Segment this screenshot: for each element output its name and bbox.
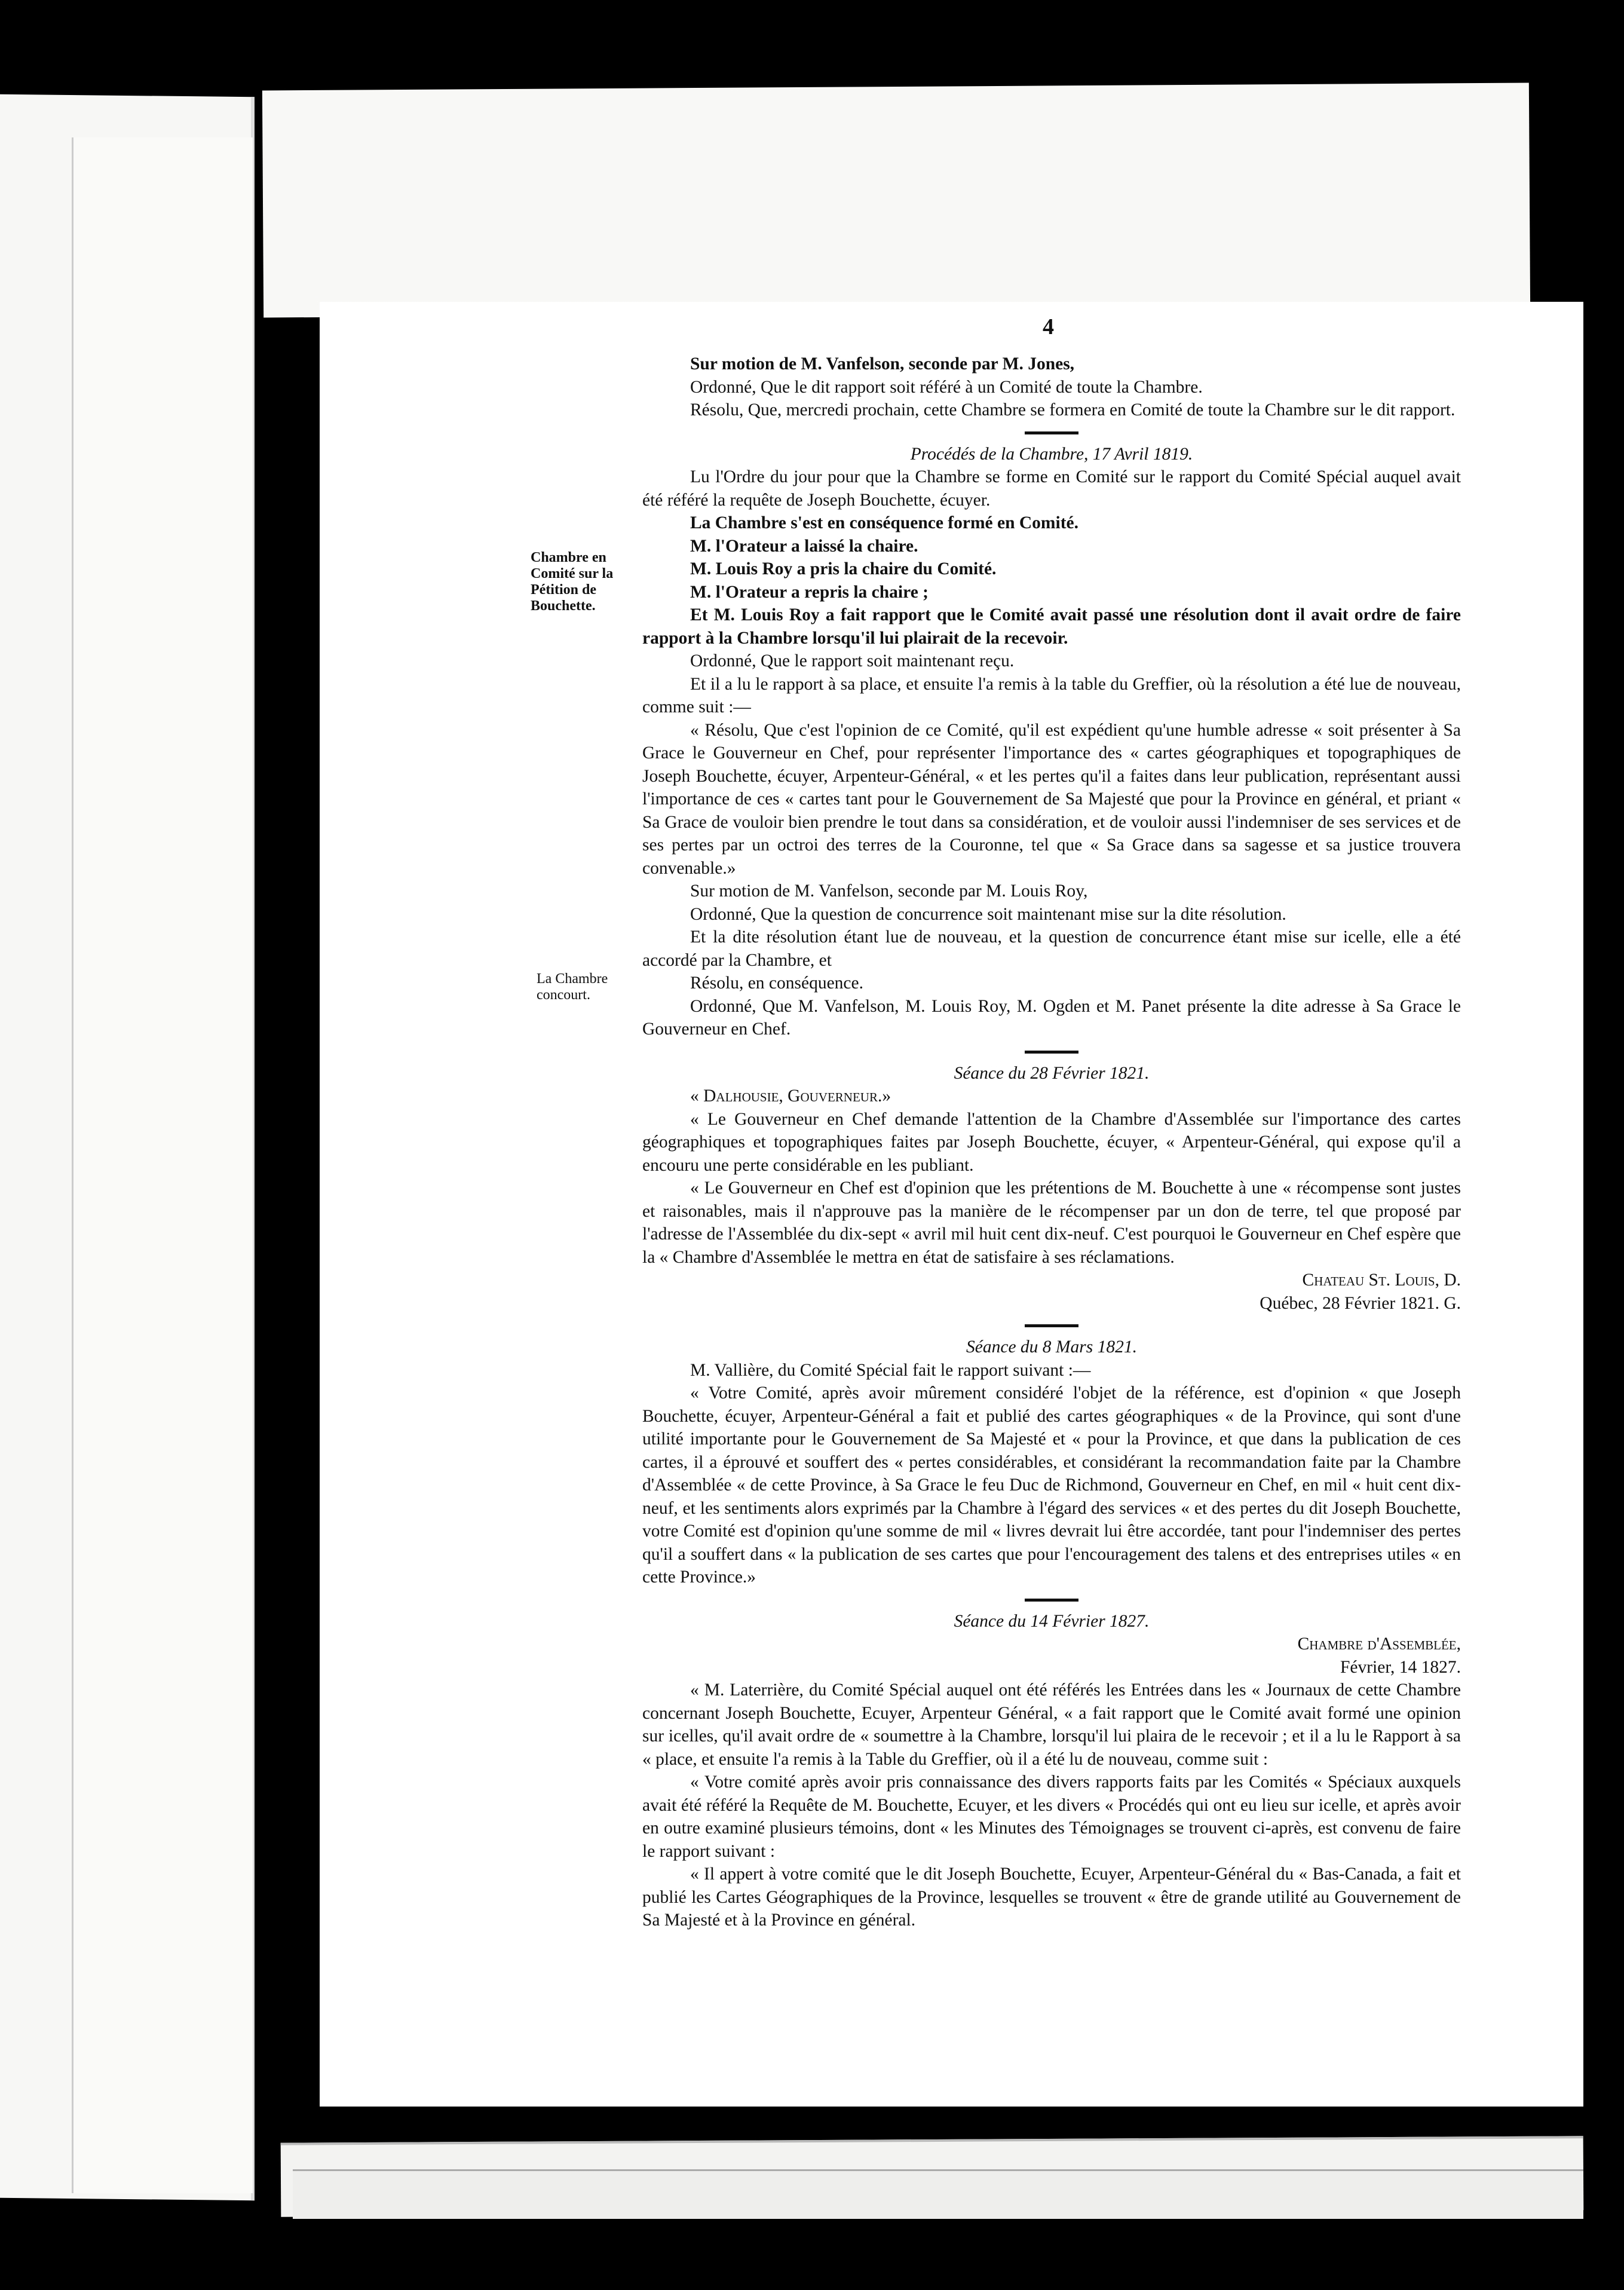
section4-line: « Votre comité après avoir pris connaissance des divers rapports faits par les Comités « Spéciaux auxquels avait été référé la Requête de M. Bouchette, Ecuyer, et les divers « Procédés qui ont eu lieu sur icelle, et après avoir en outre examiné plusieurs témoins, dont « les Minutes des Témoignages se trouvent ci-après, est convenu de faire le rapport suivant : [642, 1772, 1461, 1861]
section2-heading: Séance du 28 Février 1821. [954, 1063, 1150, 1083]
margin-note-chambre-comite: Chambre en Comité sur la Pétition de Bouchette. [531, 550, 614, 614]
section1-line: M. Louis Roy a pris la chaire du Comité. [690, 559, 997, 578]
page-number: 4 [1043, 314, 1054, 339]
section1-line: Et M. Louis Roy a fait rapport que le Comité avait passé une résolution dont il avait ordre de faire rapport à la Chambre lorsqu'il lui plairait de la recevoir. [642, 605, 1461, 648]
section4-line: « Il appert à votre comité que le dit Joseph Bouchette, Ecuyer, Arpenteur-Général du « Bas-Canada, a fait et publié les Cartes Géographiques de la Province, lesquelles se trouvent « être de grande utilité au Gouvernement de Sa Majesté et à la Province en général. [642, 1865, 1461, 1930]
section2-line: « Le Gouverneur en Chef demande l'attention de la Chambre d'Assemblée sur l'importance des cartes géographiques et topographiques faites par Joseph Bouchette, écuyer, « Arpenteur-Général, qui expose qu'il a encouru une perte considérable en les publiant. [642, 1109, 1461, 1175]
section1-line: La Chambre s'est en conséquence formé en Comité. [690, 513, 1078, 532]
section1-line: Lu l'Ordre du jour pour que la Chambre se forme en Comité sur le rapport du Comité Spécial auquel avait été référé la requête de Joseph Bouchette, écuyer. [642, 467, 1461, 510]
background-sheet-bottom-2 [293, 2169, 1583, 2219]
intro-line-2: Ordonné, Que le dit rapport soit référé à un Comité de toute la Chambre. [690, 377, 1203, 397]
section1-line: Résolu, en conséquence. [690, 973, 863, 993]
section3-heading: Séance du 8 Mars 1821. [966, 1337, 1137, 1357]
section1-line: Et il a lu le rapport à sa place, et ensuite l'a remis à la table du Greffier, où la résolution a été lue de nouveau, comme suit :— [642, 674, 1461, 717]
section2-place: Chateau St. Louis, D. [1302, 1270, 1461, 1290]
section1-line: Ordonné, Que la question de concurrence soit maintenant mise sur la dite résolution. [690, 904, 1286, 924]
section1-heading: Procédés de la Chambre, 17 Avril 1819. [910, 444, 1193, 464]
margin-note-chambre-concourt: La Chambre concourt. [537, 971, 608, 1003]
section1-line: M. l'Orateur a laissé la chaire. [690, 536, 918, 556]
document-body [642, 353, 1461, 1932]
section4-header-1: Chambre d'Assemblée, [1297, 1634, 1461, 1654]
background-sheet-top [262, 83, 1530, 318]
section-divider [1025, 1599, 1078, 1602]
section1-line: M. l'Orateur a repris la chaire ; [690, 582, 929, 602]
section1-line: Ordonné, Que le rapport soit maintenant reçu. [690, 651, 1015, 671]
section3-line: M. Vallière, du Comité Spécial fait le rapport suivant :— [690, 1360, 1091, 1380]
section2-signature: « Dalhousie, Gouverneur.» [690, 1086, 891, 1106]
intro-line-1: Sur motion de M. Vanfelson, seconde par M. Jones, [690, 354, 1075, 373]
section3-line: « Votre Comité, après avoir mûrement considéré l'objet de la référence, est d'opinion « que Joseph Bouchette, écuyer, Arpenteur-Général a fait et publié des cartes géographiques « de la Province, qui sont d'une utilité importante pour le Gouvernement de Sa Majesté et « pour la Province, et que dans la publication de ces cartes, il a éprouvé et souffert des « pertes considérables, et considérant la recommandation faite par la Chambre d'Assemblée « de cette Province, à Sa Grace le feu Duc de Richmond, Gouverneur en Chef, en mil « huit cent dix-neuf, et les sentiments alors exprimés par la Chambre à l'égard des services « et des pertes du dit Joseph Bouchette, votre Comité est d'opinion qu'une somme de mil « livres devrait lui être accordée, tant pour l'indemniser des pertes qu'il a souffert dans « la publication de ses cartes que pour l'encouragement des talens et des entreprises utiles « en cette Province.» [642, 1383, 1461, 1587]
section-divider [1025, 1324, 1078, 1327]
section-divider [1025, 431, 1078, 434]
section4-header-2: Février, 14 1827. [1340, 1657, 1461, 1677]
section1-line: Sur motion de M. Vanfelson, seconde par M. Louis Roy, [690, 881, 1088, 901]
section2-date: Québec, 28 Février 1821. G. [1260, 1293, 1461, 1313]
section1-line: Ordonné, Que M. Vanfelson, M. Louis Roy, M. Ogden et M. Panet présente la dite adresse à Sa Grace le Gouverneur en Chef. [642, 996, 1461, 1039]
background-sheet-left-inner [72, 137, 253, 2193]
section1-line: Et la dite résolution étant lue de nouveau, et la question de concurrence étant mise sur icelle, elle a été accordé par la Chambre, et [642, 927, 1461, 970]
section4-heading: Séance du 14 Février 1827. [954, 1611, 1150, 1631]
section4-line: « M. Laterrière, du Comité Spécial auquel ont été référés les Entrées dans les « Journaux de cette Chambre concernant Joseph Bouchette, Ecuyer, Arpenteur Général, « a fait rapport que le Comité avait formé une opinion sur icelles, qu'il avait ordre de « soumettre à la Chambre, lorsqu'il lui plaira de le recevoir ; et il a lu le Rapport à sa « place, et ensuite l'a remis à la Table du Greffier, où il a été lu de nouveau, comme suit : [642, 1680, 1461, 1769]
section1-line: « Résolu, Que c'est l'opinion de ce Comité, qu'il est expédient qu'une humble adresse « soit présenter à Sa Grace le Gouverneur en Chef, pour représenter l'importance des « cartes géographiques et topographiques de Joseph Bouchette, écuyer, Arpenteur-Général, « et les pertes qu'il a faites dans leur publication, représentant aussi l'importance de ces « cartes tant pour le Gouvernement de Sa Majesté que pour la Province en général, et priant « Sa Grace de vouloir bien prendre le tout dans sa considération, et de vouloir aussi l'indemniser de ses services et de ses pertes par un octroi des terres de la Couronne, tel que « Sa Grace dans sa sagesse et sa justice trouvera convenable.» [642, 720, 1461, 878]
section-divider [1025, 1051, 1078, 1054]
intro-line-3: Résolu, Que, mercredi prochain, cette Chambre se formera en Comité de toute la Chambre sur le dit rapport. [690, 400, 1456, 420]
section2-line: « Le Gouverneur en Chef est d'opinion que les prétentions de M. Bouchette à une « récompense sont justes et raisonables, mais il n'approuve pas la manière de le récompenser par un don de terre, tel que proposé par l'adresse de l'Assemblée du dix-sept « avril mil huit cent dix-neuf. C'est pourquoi le Gouverneur en Chef espère que la « Chambre d'Assemblée le mettra en état de satisfaire à ses réclamations. [642, 1178, 1461, 1267]
